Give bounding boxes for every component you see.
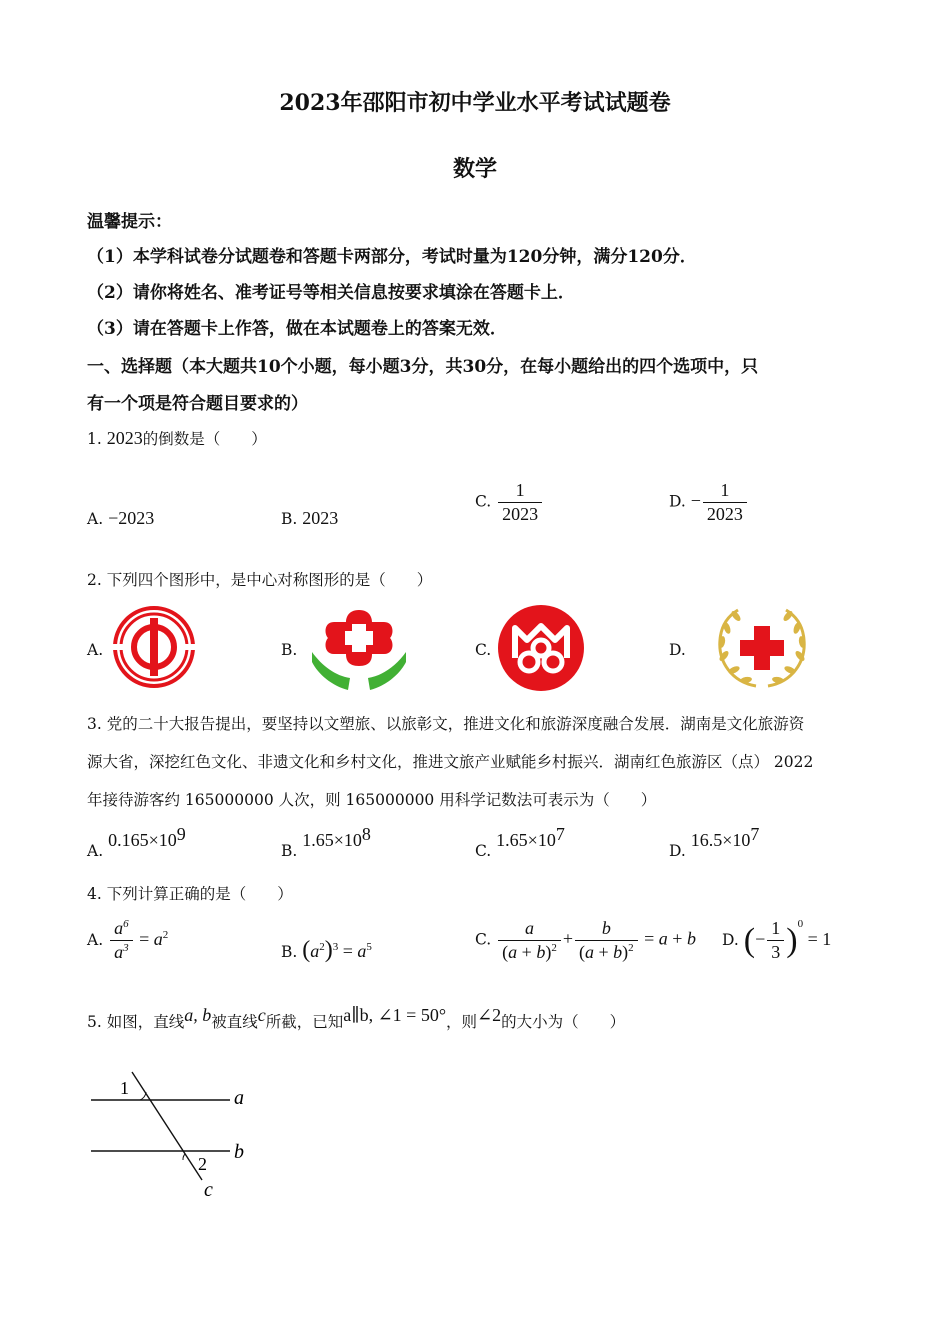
fraction-denominator: $(a + b)^2$: [578, 942, 634, 962]
fraction: [110, 918, 133, 963]
q5-text-4: ，则: [446, 1013, 478, 1031]
question-text: 下列四个图形中，是中心对称图形的是（ ）: [106, 571, 433, 589]
option-label: D.: [669, 842, 686, 861]
exam-title: 2023年邵阳市初中学业水平考试试题卷: [279, 90, 671, 116]
angle-2-label: 2: [198, 1154, 207, 1174]
formula-rhs: = a + b: [639, 928, 696, 949]
fraction: $\frac{1}{3}$: [767, 918, 784, 963]
q5-expr-1: a, b: [184, 1005, 212, 1025]
q5-text-5: 的大小为（ ）: [501, 1013, 626, 1031]
fraction-denominator: 2023: [502, 504, 539, 524]
fraction: [498, 918, 561, 963]
fraction-denominator: $(a + b)^2$: [502, 942, 557, 962]
plus-sign: +: [562, 928, 573, 949]
q4-option-c[interactable]: [475, 918, 696, 963]
angle-1-label: 1: [120, 1078, 129, 1098]
subject-title: 数学: [452, 156, 497, 182]
q2-option-a-label[interactable]: A.: [87, 641, 104, 659]
fraction-numerator: b: [575, 918, 638, 941]
fraction-numerator: a: [498, 918, 561, 941]
tip-item-1: （1）本学科试卷分试题卷和答题卡两部分，考试时量为120分钟，满分120分．: [87, 247, 697, 267]
line-a-label: a: [234, 1087, 244, 1109]
formula: (− $\frac{1}{3}$ )$^0$ = 1: [743, 918, 832, 963]
question-2: [87, 568, 432, 590]
option-label: B.: [281, 943, 298, 961]
question-4: [87, 882, 293, 904]
q3-line1: [87, 705, 867, 743]
line-c-label: c: [204, 1179, 213, 1201]
q3-text-line3: 年接待游客约 165000000 人次，则 165000000 用科学记数法可表示为（ ）: [87, 791, 657, 809]
option-exponent: 8: [361, 824, 371, 844]
fraction-denominator: $a^3$: [114, 942, 129, 962]
formula-rhs: = $a^2$: [134, 928, 169, 949]
minus-sign: −: [690, 490, 701, 511]
question-3: [87, 705, 867, 819]
fraction-numerator: 1: [703, 480, 747, 503]
section-heading-line2: 有一个项是符合题目要求的）: [87, 394, 308, 414]
q3-option-a[interactable]: [87, 824, 186, 861]
q1-option-a[interactable]: [87, 508, 154, 529]
parallel-lines-figure: [88, 1068, 258, 1204]
tips-heading: 温馨提示：: [87, 212, 172, 232]
option-exponent: 7: [750, 824, 760, 844]
option-label: B.: [281, 510, 298, 528]
option-label: A.: [87, 930, 104, 949]
option-label: D.: [669, 492, 686, 511]
q3-text-line2: 源大省，深挖红色文化、非遗文化和乡村文化，推进文旅产业赋能乡村振兴．湖南红色旅游区（点） 2022: [87, 753, 814, 771]
section-heading-line1: 一、选择题（本大题共10个小题，每小题3分，共30分，在每小题给出的四个选项中，只: [87, 357, 759, 377]
question-number: 3.: [87, 715, 102, 733]
option-mantissa: 16.5×10: [690, 830, 751, 851]
q5-text-1: 如图，直线: [106, 1013, 185, 1031]
q1-option-b[interactable]: [281, 508, 338, 529]
q1-option-c[interactable]: [475, 480, 544, 525]
q3-option-b[interactable]: [281, 824, 371, 861]
q3-option-d[interactable]: [669, 824, 760, 861]
line-b-label: b: [234, 1141, 244, 1163]
option-label: A.: [87, 842, 104, 861]
q1-option-d[interactable]: [669, 480, 749, 525]
tip-item-2: （2）请你将姓名、准考证号等相关信息按要求填涂在答题卡上．: [87, 283, 575, 303]
question-text: 的倒数是（ ）: [142, 430, 267, 448]
option-mantissa: 1.65×10: [496, 830, 556, 851]
option-label: C.: [475, 930, 492, 949]
q2-option-d-label[interactable]: D.: [669, 641, 686, 659]
option-mantissa: 1.65×10: [302, 830, 362, 851]
q4-option-a[interactable]: [87, 918, 168, 963]
fraction-denominator: 2023: [706, 504, 743, 524]
q4-option-b[interactable]: [281, 937, 372, 964]
fraction-numerator: $a^6$: [110, 918, 133, 941]
question-1: [87, 427, 267, 449]
q5-expr-3: a∥b, ∠1 = 50°: [343, 1005, 447, 1025]
question-text: 下列计算正确的是（ ）: [106, 885, 293, 903]
q2-option-b-label[interactable]: B.: [281, 641, 298, 659]
option-label: C.: [475, 842, 492, 861]
workers-union-logo-icon: [108, 604, 200, 690]
red-cross-wreath-logo-icon: [716, 604, 808, 690]
question-number: 4.: [87, 885, 102, 903]
fraction: [498, 480, 542, 525]
q4-option-d[interactable]: [722, 918, 831, 963]
option-value: −2023: [108, 508, 155, 528]
womens-federation-logo-icon: [497, 604, 585, 692]
option-label: D.: [722, 931, 739, 949]
red-cross-hands-logo-icon: [310, 606, 408, 690]
fraction: [703, 480, 747, 525]
q3-option-c[interactable]: [475, 824, 565, 861]
formula: $(a^2)^3 = a^5$: [302, 937, 372, 963]
question-expr: 2023: [106, 428, 143, 448]
option-label: C.: [475, 492, 492, 511]
q5-expr-2: c: [257, 1005, 266, 1025]
option-value: 2023: [302, 508, 339, 528]
q5-expr-4: ∠2: [477, 1005, 502, 1025]
question-number: 5.: [87, 1013, 102, 1031]
question-number: 1.: [87, 430, 102, 448]
tip-item-3: （3）请在答题卡上作答，做在本试题卷上的答案无效．: [87, 319, 507, 339]
fraction-numerator: 1: [498, 480, 542, 503]
fraction: [575, 918, 638, 963]
question-5: [87, 1005, 626, 1032]
option-label: B.: [281, 842, 298, 861]
q5-text-2: 被直线: [211, 1013, 258, 1031]
option-exponent: 9: [176, 824, 186, 844]
option-mantissa: 0.165×10: [108, 830, 177, 851]
q2-option-c-label[interactable]: C.: [475, 641, 492, 659]
q3-text-line1: 党的二十大报告提出，要坚持以文塑旅、以旅彰文，推进文化和旅游深度融合发展．湖南是文化旅游资: [106, 715, 805, 733]
option-exponent: 7: [555, 824, 565, 844]
question-number: 2.: [87, 571, 102, 589]
option-label: A.: [87, 510, 104, 528]
q5-text-3: 所截，已知: [265, 1013, 344, 1031]
